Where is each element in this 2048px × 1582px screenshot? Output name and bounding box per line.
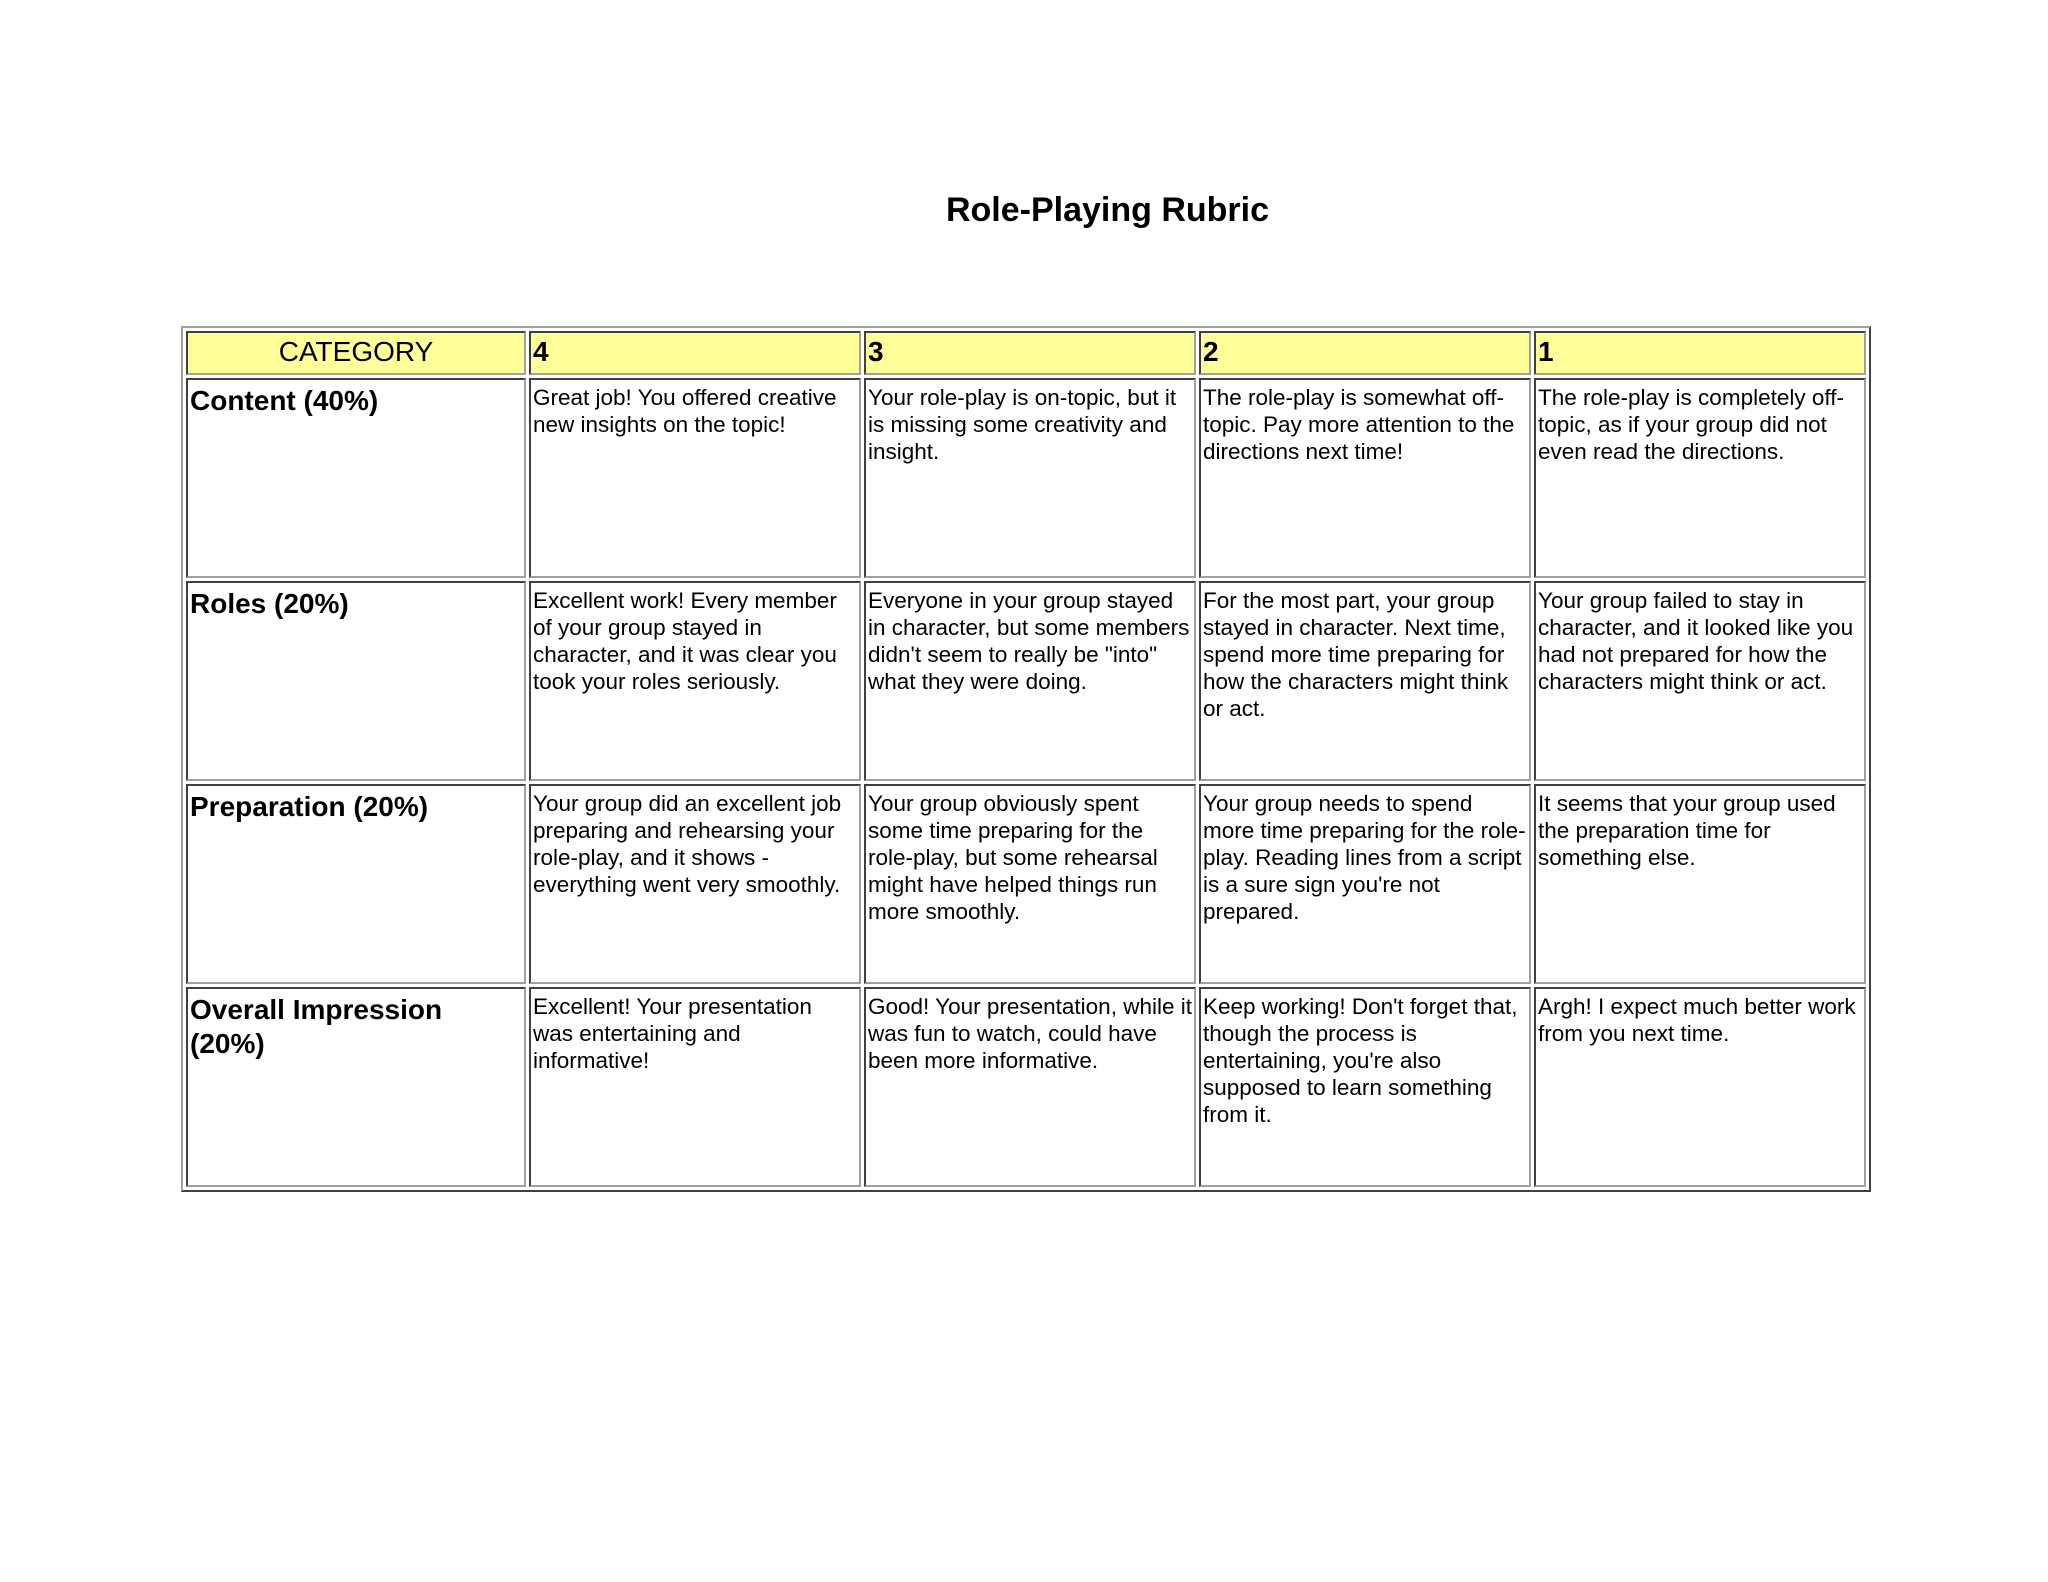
header-score-2: 2 xyxy=(1199,331,1531,375)
table-cell: For the most part, your group stayed in character. Next time, spend more time preparing for how the characters might think or act. xyxy=(1199,581,1531,781)
table-cell: Excellent! Your presentation was entertaining and informative! xyxy=(529,987,861,1187)
table-cell: Your group did an excellent job preparing and rehearsing your role-play, and it shows - everything went very smoothly. xyxy=(529,784,861,984)
table-cell: Excellent work! Every member of your group stayed in character, and it was clear you took your roles seriously. xyxy=(529,581,861,781)
table-cell: The role-play is somewhat off-topic. Pay more attention to the directions next time! xyxy=(1199,378,1531,578)
header-score-3: 3 xyxy=(864,331,1196,375)
page-title: Role-Playing Rubric xyxy=(945,191,1270,229)
table-cell: Your group needs to spend more time preparing for the role-play. Reading lines from a script is a sure sign you're not prepared. xyxy=(1199,784,1531,984)
category-content: Content (40%) xyxy=(186,378,526,578)
table-cell: Argh! I expect much better work from you next time. xyxy=(1534,987,1866,1187)
table-row xyxy=(186,378,1866,578)
table-cell: The role-play is completely off-topic, as if your group did not even read the directions. xyxy=(1534,378,1866,578)
category-overall-impression: Overall Impression (20%) xyxy=(186,987,526,1187)
table-cell: Your group obviously spent some time preparing for the role-play, but some rehearsal might have helped things run more smoothly. xyxy=(864,784,1196,984)
table-cell: Good! Your presentation, while it was fun to watch, could have been more informative. xyxy=(864,987,1196,1187)
header-category: CATEGORY xyxy=(186,331,526,375)
table-cell: Your role-play is on-topic, but it is missing some creativity and insight. xyxy=(864,378,1196,578)
header-row xyxy=(186,331,1866,375)
table-cell: Your group failed to stay in character, and it looked like you had not prepared for how the characters might think or act. xyxy=(1534,581,1866,781)
table-row xyxy=(186,784,1866,984)
category-preparation: Preparation (20%) xyxy=(186,784,526,984)
table-cell: Keep working! Don't forget that, though the process is entertaining, you're also supposed to learn something from it. xyxy=(1199,987,1531,1187)
table-cell: Great job! You offered creative new insights on the topic! xyxy=(529,378,861,578)
table-cell: Everyone in your group stayed in character, but some members didn't seem to really be "into" what they were doing. xyxy=(864,581,1196,781)
category-roles: Roles (20%) xyxy=(186,581,526,781)
table-cell: It seems that your group used the preparation time for something else. xyxy=(1534,784,1866,984)
header-score-4: 4 xyxy=(529,331,861,375)
table-row xyxy=(186,987,1866,1187)
rubric-table xyxy=(181,326,1871,1192)
table-row xyxy=(186,581,1866,781)
header-score-1: 1 xyxy=(1534,331,1866,375)
